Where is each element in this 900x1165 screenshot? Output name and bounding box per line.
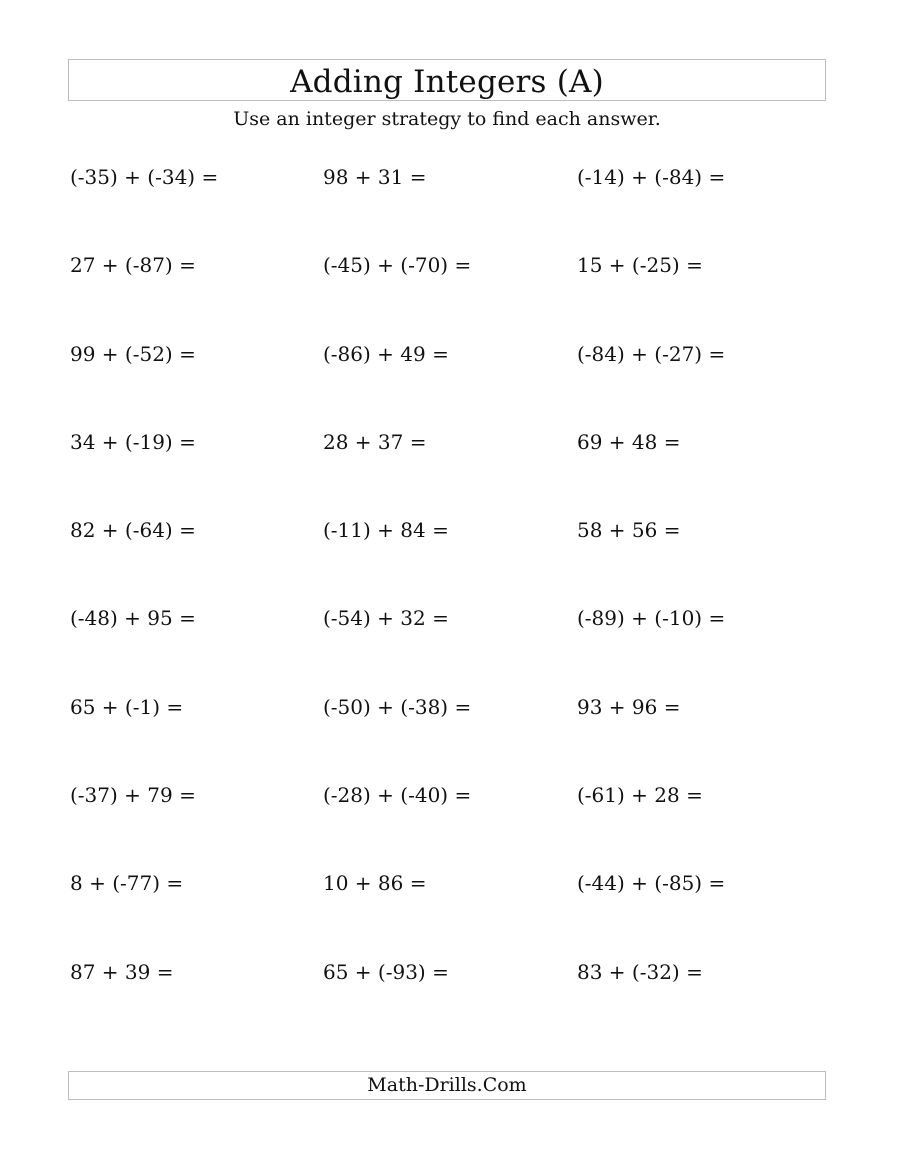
problem: 27 + (-87) = [70, 253, 196, 278]
problem: 87 + 39 = [70, 959, 174, 984]
problem-row [70, 868, 830, 956]
problem: 65 + (-1) = [70, 694, 184, 719]
problem-row [70, 515, 830, 603]
problem: 83 + (-32) = [577, 959, 703, 984]
problem-row [70, 339, 830, 427]
problem: 8 + (-77) = [70, 871, 184, 896]
problem: (-89) + (-10) = [577, 606, 726, 631]
problem: 65 + (-93) = [323, 959, 449, 984]
problem-row [70, 250, 830, 338]
problem: 58 + 56 = [577, 518, 681, 543]
problem-row [70, 427, 830, 515]
problem: 69 + 48 = [577, 429, 681, 454]
footer-site: Math-Drills.Com [367, 1074, 527, 1096]
problem: (-50) + (-38) = [323, 694, 472, 719]
problem: 98 + 31 = [323, 165, 427, 189]
problem: (-28) + (-40) = [323, 783, 472, 808]
problem: (-86) + 49 = [323, 341, 449, 366]
problem-row [70, 780, 830, 868]
problem: (-61) + 28 = [577, 783, 703, 808]
problem: 93 + 96 = [577, 694, 681, 719]
problem: 99 + (-52) = [70, 341, 196, 366]
problem-row [70, 692, 830, 780]
problem: (-54) + 32 = [323, 606, 449, 631]
problem: 34 + (-19) = [70, 429, 196, 454]
problem: 15 + (-25) = [577, 253, 703, 278]
problem: (-35) + (-34) = [70, 165, 219, 189]
problem: (-44) + (-85) = [577, 871, 726, 896]
title-box [68, 59, 826, 101]
problem: (-11) + 84 = [323, 518, 449, 543]
problem-row [70, 957, 830, 1045]
problem-row [70, 162, 830, 250]
problem: (-84) + (-27) = [577, 341, 726, 366]
problem-grid [70, 162, 830, 1045]
problem: 82 + (-64) = [70, 518, 196, 543]
footer-box [68, 1071, 826, 1100]
problem: 10 + 86 = [323, 871, 427, 896]
problem: (-14) + (-84) = [577, 165, 726, 189]
problem: 28 + 37 = [323, 429, 427, 454]
problem: (-37) + 79 = [70, 783, 196, 808]
problem-row [70, 603, 830, 691]
instructions: Use an integer strategy to find each answer. [233, 108, 661, 130]
page-title: Adding Integers (A) [290, 63, 604, 100]
problem: (-48) + 95 = [70, 606, 196, 631]
problem: (-45) + (-70) = [323, 253, 472, 278]
